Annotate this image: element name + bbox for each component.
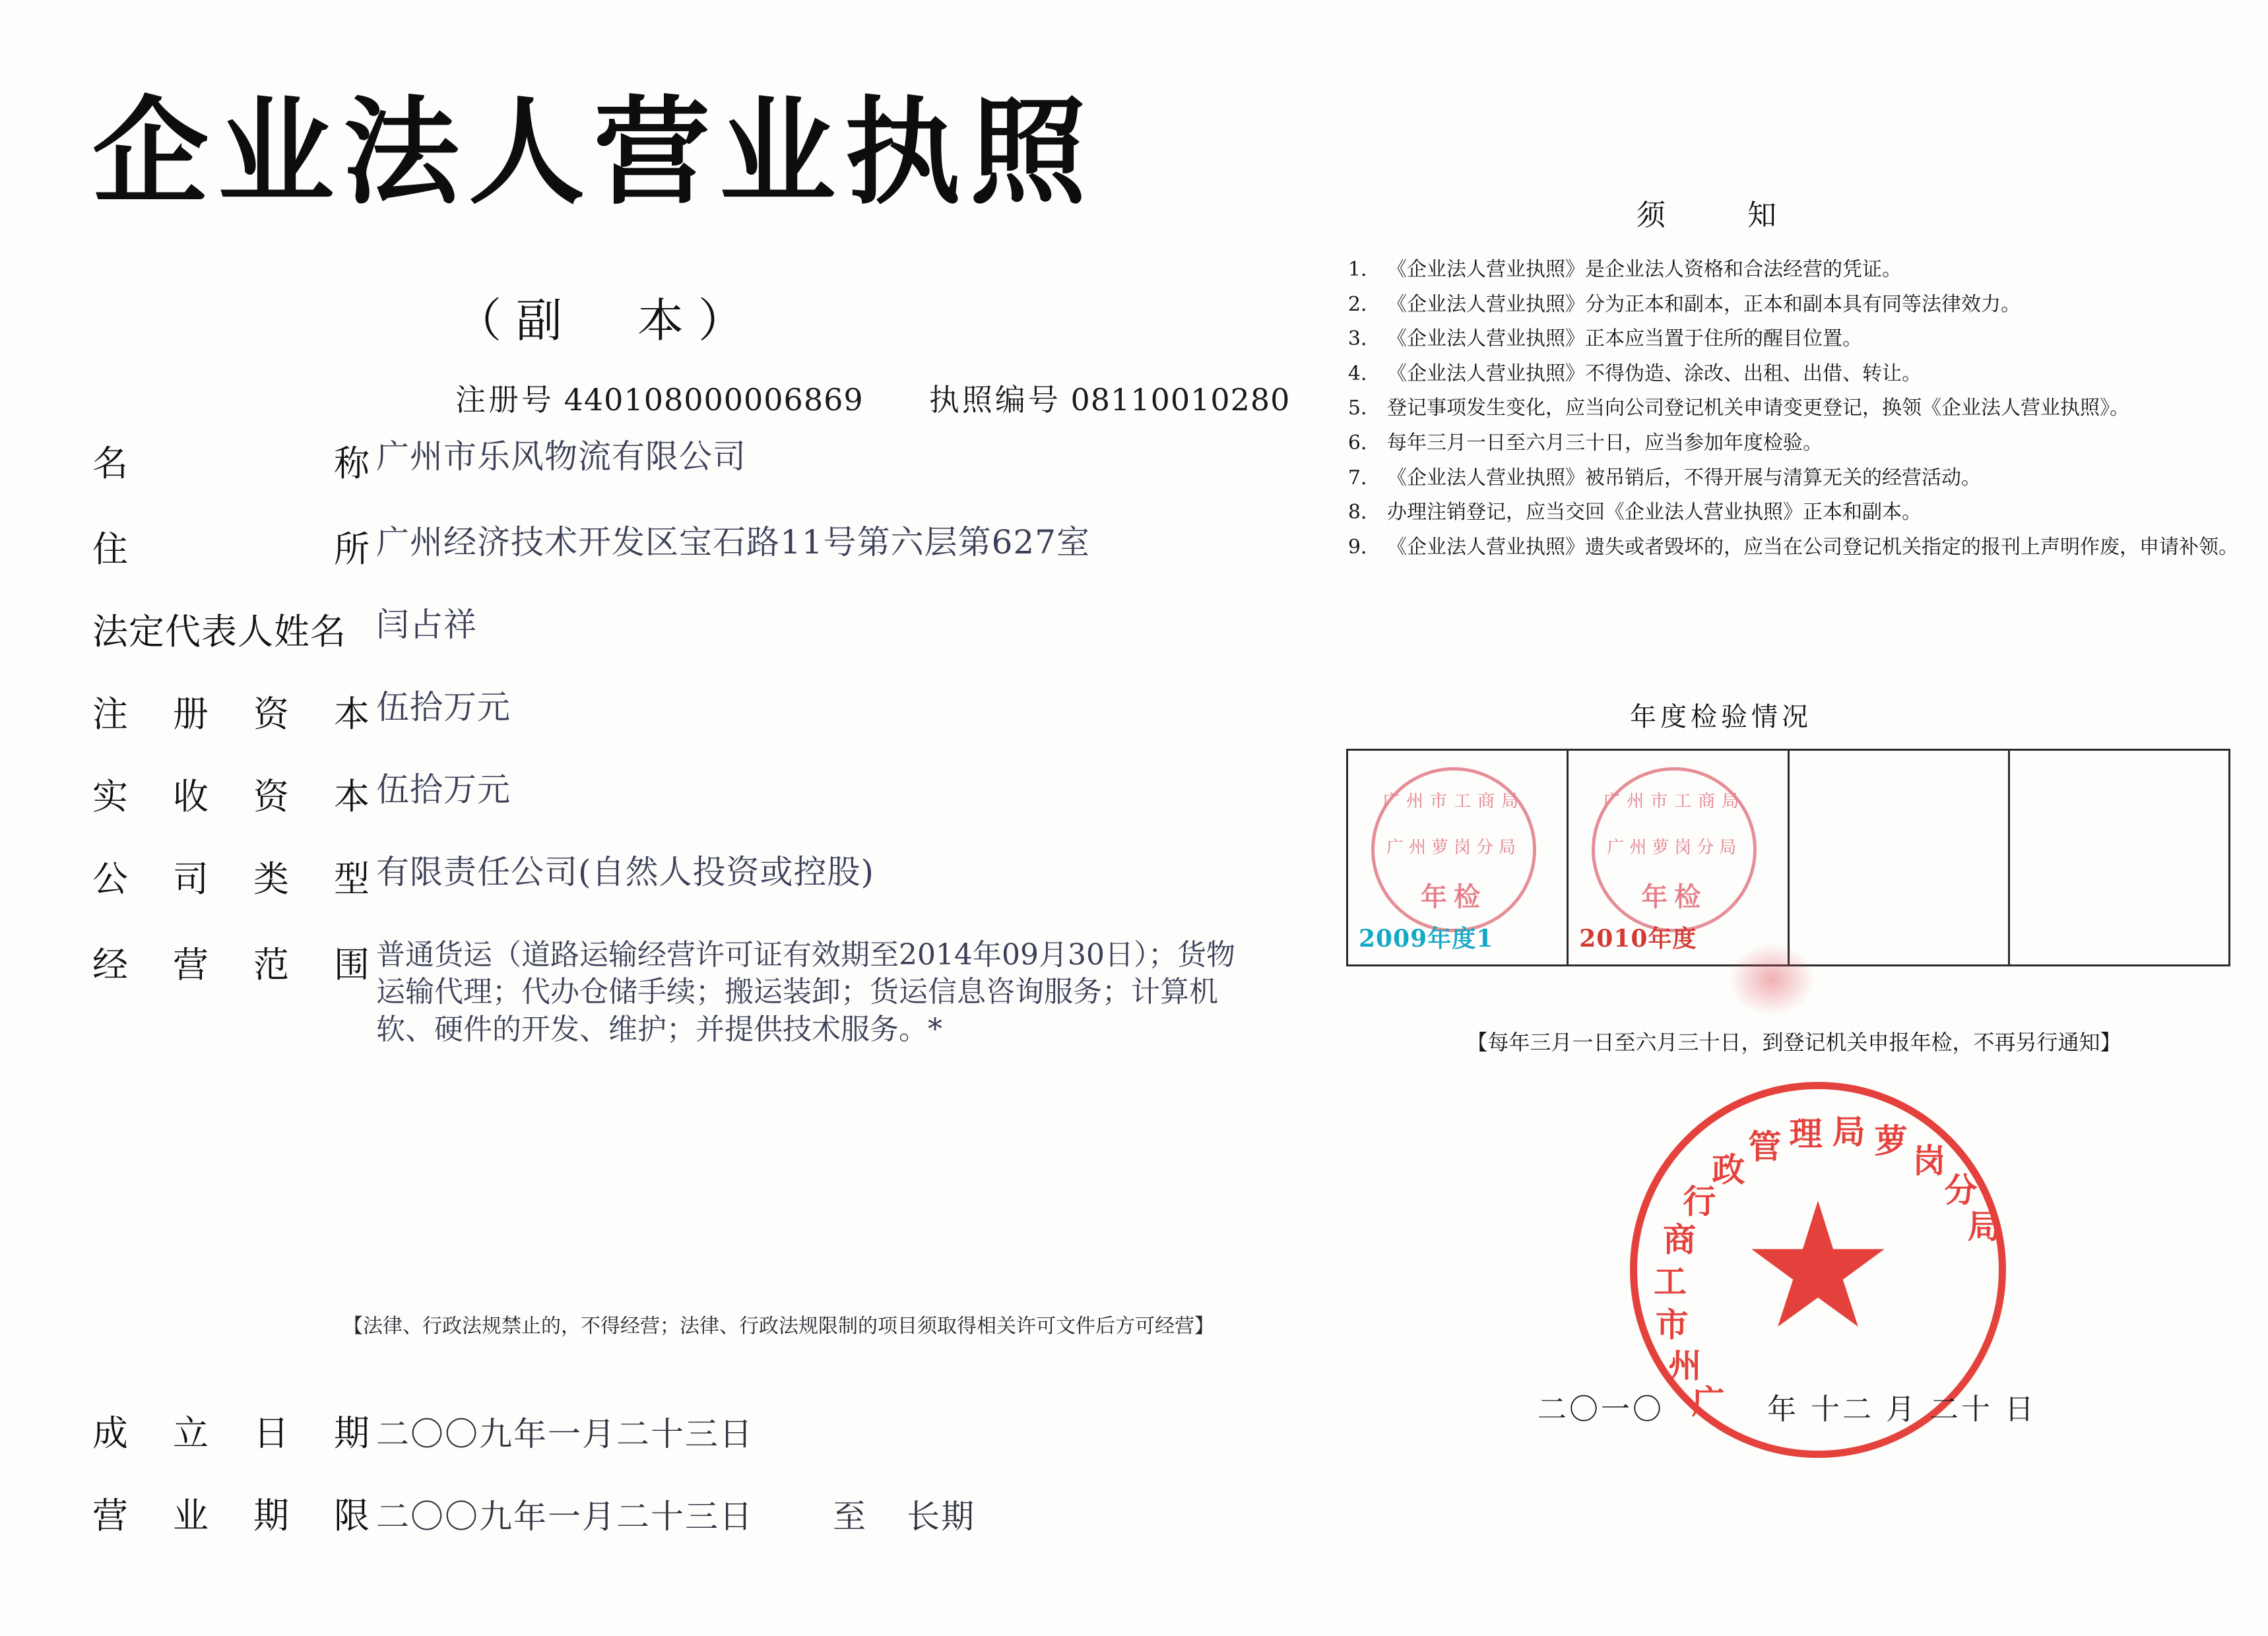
license-right-column — [1320, 0, 2268, 1636]
field-registered-capital — [92, 686, 1300, 737]
field-legal-rep-label: 法定代表人姓名 — [92, 611, 346, 652]
notice-list — [1340, 254, 2250, 566]
field-legal-rep — [92, 604, 1300, 654]
reg-no-label: 注册号 — [455, 382, 554, 418]
issue-day-value: 二十 — [1929, 1393, 1993, 1426]
notice-item-text: 办理注销登记，应当交回《企业法人营业执照》正本和副本。 — [1387, 501, 1922, 524]
table-row — [1790, 751, 2010, 964]
annual-inspection-title: 年度检验情况 — [1630, 702, 1812, 732]
field-name-label: 名 称 — [92, 443, 370, 484]
issue-day-char: 日 — [2005, 1393, 2036, 1426]
notice-item-number: 8． — [1347, 501, 1380, 524]
list-item — [1340, 254, 2250, 286]
table-row — [1348, 751, 1569, 964]
issue-date — [1538, 1385, 2036, 1428]
list-item — [1340, 393, 2250, 425]
notice-item-text: 《企业法人营业执照》正本应当置于住所的醒目位置。 — [1387, 327, 1862, 351]
field-company-type — [92, 851, 1300, 902]
annual-year-mark: 2010年度 — [1579, 925, 1697, 953]
field-registered-capital-label: 注 册 资 本 — [92, 693, 370, 735]
field-address — [92, 521, 1300, 572]
list-item — [1340, 358, 2250, 391]
field-business-term-to-value: 长期 — [907, 1497, 975, 1536]
notice-item-number: 9． — [1347, 535, 1380, 559]
field-business-term-value: 二〇〇九年一月二十三日 — [376, 1497, 754, 1536]
field-business-term-label: 营 业 期 限 — [92, 1495, 370, 1536]
field-founding-date-label: 成 立 日 期 — [92, 1412, 370, 1454]
ink-smudge — [1729, 943, 1815, 1016]
field-business-scope — [92, 937, 1300, 1048]
field-registered-capital-value: 伍拾万元 — [376, 688, 511, 726]
table-row — [1569, 751, 1789, 964]
notice-item-number: 7． — [1347, 466, 1380, 489]
annual-inspection-table — [1346, 749, 2230, 966]
field-business-scope-label: 经 营 范 围 — [92, 944, 370, 986]
official-seal-ring-text: 广 州 市 工 商 行 政 管 理 局 萝 岗 分 局 — [1653, 1112, 2001, 1422]
license-no-label: 执照编号 — [928, 382, 1061, 418]
issue-month-char: 月 — [1886, 1393, 1918, 1426]
field-business-term-to-label: 至 — [833, 1497, 867, 1536]
field-founding-date-value: 二〇〇九年一月二十三日 — [376, 1415, 754, 1453]
field-address-label: 住 所 — [92, 528, 370, 570]
notice-item-text: 登记事项发生变化，应当向公司登记机关申请变更登记，换领《企业法人营业执照》。 — [1387, 396, 2129, 420]
field-founding-date — [92, 1405, 754, 1456]
notice-item-text: 《企业法人营业执照》分为正本和副本，正本和副本具有同等法律效力。 — [1387, 292, 2021, 316]
field-company-type-value: 有限责任公司(自然人投资或控股) — [376, 853, 875, 891]
page-title: 企业法人营业执照 — [92, 84, 1096, 220]
field-business-term — [92, 1488, 975, 1538]
field-address-value: 广州经济技术开发区宝石路11号第六层第627室 — [376, 523, 1091, 561]
legal-footnote: 【法律、行政法规禁止的，不得经营；法律、行政法规限制的项目须取得相关许可文件后方可经营】 — [343, 1315, 1214, 1338]
field-paid-capital-label: 实 收 资 本 — [92, 776, 370, 817]
field-business-scope-value: 普通货运（道路运输经营许可证有效期至2014年09月30日）；货物运输代理；代办仓储手续；搬运装卸；货运信息咨询服务；计算机软、硬件的开发、维护；并提供技术服务。* — [376, 938, 1235, 1046]
field-paid-capital — [92, 769, 1300, 819]
notice-item-number: 5． — [1347, 396, 1380, 420]
list-item — [1340, 532, 2250, 564]
notice-item-number: 6． — [1347, 431, 1380, 455]
field-paid-capital-value: 伍拾万元 — [376, 771, 511, 809]
issue-year-value: 二〇一〇 — [1538, 1393, 1664, 1426]
field-legal-rep-value: 闫占祥 — [376, 606, 477, 644]
document-subtitle: （副 本） — [455, 294, 759, 348]
field-name — [92, 435, 1300, 486]
notice-item-number: 2． — [1347, 292, 1380, 316]
notice-item-text: 《企业法人营业执照》遗失或者毁坏的，应当在公司登记机关指定的报刊上声明作废，申请补领。 — [1387, 535, 2238, 559]
notice-item-text: 《企业法人营业执照》不得伪造、涂改、出租、出借、转让。 — [1387, 362, 1922, 385]
list-item — [1340, 289, 2250, 321]
registration-numbers — [455, 376, 1300, 420]
list-item — [1340, 462, 2250, 495]
list-item — [1340, 497, 2250, 529]
annual-year-mark: 2009年度1 — [1359, 925, 1494, 953]
notice-title: 须 知 — [1636, 199, 1803, 232]
annual-inspection-footnote: 【每年三月一日至六月三十日，到登记机关申报年检，不再另行通知】 — [1466, 1030, 2122, 1055]
issue-year-char: 年 — [1767, 1393, 1799, 1426]
issue-month-value: 十二 — [1811, 1393, 1874, 1426]
annual-inspection-stamp-icon: 广州市工商局 广州萝岗分局 年检 — [1592, 767, 1757, 932]
notice-item-number: 1． — [1347, 258, 1380, 281]
field-company-type-label: 公 司 类 型 — [92, 858, 370, 900]
notice-item-text: 《企业法人营业执照》是企业法人资格和合法经营的凭证。 — [1387, 258, 1902, 281]
table-row — [2010, 751, 2228, 964]
annual-inspection-stamp-icon: 广州市工商局 广州萝岗分局 年检 — [1371, 767, 1536, 932]
notice-item-number: 4． — [1347, 362, 1380, 385]
notice-item-number: 3． — [1347, 327, 1380, 351]
notice-item-text: 《企业法人营业执照》被吊销后，不得开展与清算无关的经营活动。 — [1387, 466, 1981, 489]
notice-item-text: 每年三月一日至六月三十日，应当参加年度检验。 — [1387, 431, 1823, 455]
reg-no-value: 440108000006869 — [564, 382, 864, 418]
field-name-value: 广州市乐风物流有限公司 — [376, 437, 746, 476]
list-item — [1340, 323, 2250, 356]
license-no-value: 08110010280 — [1070, 382, 1291, 418]
list-item — [1340, 427, 2250, 460]
